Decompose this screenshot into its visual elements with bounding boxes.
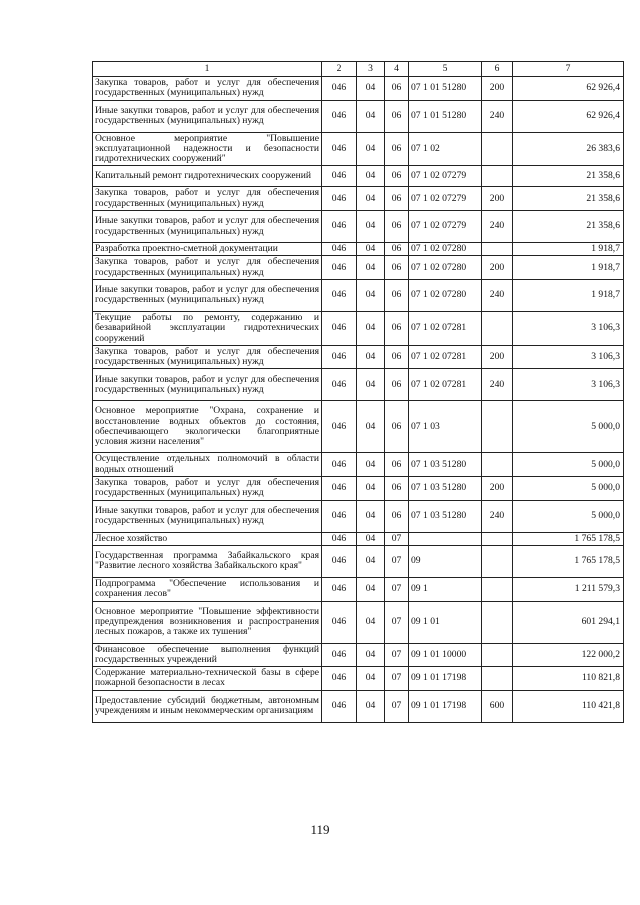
expense-type-code (482, 166, 513, 187)
row-description: Закупка товаров, работ и услуг для обеспечения государственных (муниципальных) нужд (93, 345, 322, 369)
table-row (93, 369, 624, 401)
amount: 3 106,3 (513, 369, 624, 401)
expense-type-code: 200 (482, 345, 513, 369)
table-row (93, 690, 624, 722)
row-description: Иные закупки товаров, работ и услуг для обеспечения государственных (муниципальных) нужд (93, 211, 322, 243)
section-code: 04 (357, 279, 385, 311)
subsection-code: 07 (385, 690, 409, 722)
subsection-code: 06 (385, 132, 409, 166)
table-row (93, 453, 624, 477)
ministry-code: 046 (322, 166, 357, 187)
expense-type-code: 240 (482, 211, 513, 243)
subsection-code: 06 (385, 243, 409, 256)
target-article-code: 09 1 01 17198 (409, 667, 482, 691)
table-row (93, 601, 624, 643)
amount: 110 821,8 (513, 667, 624, 691)
ministry-code: 046 (322, 500, 357, 532)
section-code: 04 (357, 166, 385, 187)
section-code: 04 (357, 311, 385, 345)
subsection-code: 06 (385, 477, 409, 501)
section-code: 04 (357, 243, 385, 256)
table-row (93, 545, 624, 577)
amount: 601 294,1 (513, 601, 624, 643)
target-article-code: 07 1 02 07279 (409, 211, 482, 243)
row-description: Капитальный ремонт гидротехнических сооружений (93, 166, 322, 187)
ministry-code: 046 (322, 369, 357, 401)
ministry-code: 046 (322, 311, 357, 345)
ministry-code: 046 (322, 279, 357, 311)
expense-type-code: 240 (482, 500, 513, 532)
section-code: 04 (357, 369, 385, 401)
subsection-code: 06 (385, 311, 409, 345)
table-header-row (93, 62, 624, 77)
row-description: Закупка товаров, работ и услуг для обеспечения государственных (муниципальных) нужд (93, 187, 322, 211)
target-article-code: 07 1 02 07280 (409, 256, 482, 280)
section-code: 04 (357, 643, 385, 667)
amount: 5 000,0 (513, 401, 624, 453)
amount: 5 000,0 (513, 453, 624, 477)
table-row (93, 77, 624, 101)
expense-type-code: 200 (482, 77, 513, 101)
section-code: 04 (357, 132, 385, 166)
target-article-code (409, 532, 482, 545)
section-code: 04 (357, 477, 385, 501)
ministry-code: 046 (322, 256, 357, 280)
expense-type-code (482, 132, 513, 166)
section-code: 04 (357, 577, 385, 601)
target-article-code: 09 1 01 10000 (409, 643, 482, 667)
table-row (93, 477, 624, 501)
amount: 5 000,0 (513, 477, 624, 501)
ministry-code: 046 (322, 690, 357, 722)
ministry-code: 046 (322, 643, 357, 667)
row-description: Лесное хозяйство (93, 532, 322, 545)
section-code: 04 (357, 401, 385, 453)
row-description: Разработка проектно-сметной документации (93, 243, 322, 256)
section-code: 04 (357, 211, 385, 243)
row-description: Осуществление отдельных полномочий в области водных отношений (93, 453, 322, 477)
target-article-code: 07 1 03 51280 (409, 477, 482, 501)
table-row (93, 187, 624, 211)
table-row (93, 500, 624, 532)
target-article-code: 09 1 01 17198 (409, 690, 482, 722)
target-article-code: 07 1 03 51280 (409, 453, 482, 477)
subsection-code: 06 (385, 187, 409, 211)
amount: 110 421,8 (513, 690, 624, 722)
row-description: Предоставление субсидий бюджетным, автономным учреждениям и иным некоммерческим организациям (93, 690, 322, 722)
amount: 1 918,7 (513, 279, 624, 311)
table-row (93, 345, 624, 369)
ministry-code: 046 (322, 545, 357, 577)
table-row (93, 401, 624, 453)
row-description: Закупка товаров, работ и услуг для обеспечения государственных (муниципальных) нужд (93, 477, 322, 501)
row-description: Финансовое обеспечение выполнения функций государственных учреждений (93, 643, 322, 667)
table-row (93, 211, 624, 243)
row-description: Иные закупки товаров, работ и услуг для обеспечения государственных (муниципальных) нужд (93, 279, 322, 311)
ministry-code: 046 (322, 345, 357, 369)
amount: 26 383,6 (513, 132, 624, 166)
subsection-code: 06 (385, 500, 409, 532)
expense-type-code (482, 601, 513, 643)
table-row (93, 311, 624, 345)
target-article-code: 07 1 02 (409, 132, 482, 166)
row-description: Иные закупки товаров, работ и услуг для обеспечения государственных (муниципальных) нужд (93, 369, 322, 401)
row-description: Содержание материально-технической базы в сфере пожарной безопасности в лесах (93, 667, 322, 691)
row-description: Государственная программа Забайкальского края "Развитие лесного хозяйства Забайкальского края" (93, 545, 322, 577)
subsection-code: 06 (385, 453, 409, 477)
row-description: Иные закупки товаров, работ и услуг для обеспечения государственных (муниципальных) нужд (93, 100, 322, 132)
amount: 1 211 579,3 (513, 577, 624, 601)
column-header: 5 (409, 62, 482, 77)
section-code: 04 (357, 77, 385, 101)
expense-type-code: 200 (482, 477, 513, 501)
target-article-code: 07 1 02 07279 (409, 187, 482, 211)
subsection-code: 06 (385, 401, 409, 453)
target-article-code: 07 1 02 07280 (409, 243, 482, 256)
table-row (93, 643, 624, 667)
column-header: 6 (482, 62, 513, 77)
amount: 62 926,4 (513, 77, 624, 101)
table-row (93, 577, 624, 601)
section-code: 04 (357, 545, 385, 577)
amount: 3 106,3 (513, 345, 624, 369)
subsection-code: 06 (385, 345, 409, 369)
table-row (93, 243, 624, 256)
section-code: 04 (357, 256, 385, 280)
subsection-code: 07 (385, 667, 409, 691)
amount: 1 918,7 (513, 243, 624, 256)
expense-type-code (482, 577, 513, 601)
ministry-code: 046 (322, 132, 357, 166)
row-description: Основное мероприятие "Повышение эффективности предупреждения возникновения и распространения лесных пожаров, а также их тушения" (93, 601, 322, 643)
expense-type-code: 240 (482, 279, 513, 311)
target-article-code: 09 1 01 (409, 601, 482, 643)
subsection-code: 06 (385, 369, 409, 401)
ministry-code: 046 (322, 77, 357, 101)
subsection-code: 06 (385, 279, 409, 311)
target-article-code: 07 1 02 07281 (409, 311, 482, 345)
expense-type-code (482, 667, 513, 691)
subsection-code: 06 (385, 77, 409, 101)
amount: 1 765 178,5 (513, 545, 624, 577)
ministry-code: 046 (322, 532, 357, 545)
column-header: 7 (513, 62, 624, 77)
row-description: Текущие работы по ремонту, содержанию и безаварийной эксплуатации гидротехнических сооружений (93, 311, 322, 345)
expense-type-code (482, 311, 513, 345)
subsection-code: 06 (385, 100, 409, 132)
row-description: Основное мероприятие "Охрана, сохранение и восстановление водных объектов до состояния, обеспечивающего экологически благоприятные условия жизни населения" (93, 401, 322, 453)
section-code: 04 (357, 667, 385, 691)
amount: 21 358,6 (513, 211, 624, 243)
section-code: 04 (357, 500, 385, 532)
page-number: 119 (310, 822, 330, 837)
expense-type-code (482, 532, 513, 545)
expense-type-code: 240 (482, 100, 513, 132)
subsection-code: 07 (385, 532, 409, 545)
amount: 122 000,2 (513, 643, 624, 667)
target-article-code: 07 1 01 51280 (409, 100, 482, 132)
row-description: Основное мероприятие "Повышение эксплуатационной надежности и безопасности гидротехнических сооружений" (93, 132, 322, 166)
subsection-code: 07 (385, 643, 409, 667)
amount: 1 765 178,5 (513, 532, 624, 545)
ministry-code: 046 (322, 187, 357, 211)
budget-table (92, 61, 624, 723)
ministry-code: 046 (322, 667, 357, 691)
section-code: 04 (357, 345, 385, 369)
subsection-code: 07 (385, 601, 409, 643)
target-article-code: 07 1 01 51280 (409, 77, 482, 101)
expense-type-code (482, 243, 513, 256)
column-header: 3 (357, 62, 385, 77)
subsection-code: 06 (385, 211, 409, 243)
table-row (93, 100, 624, 132)
ministry-code: 046 (322, 100, 357, 132)
table-row (93, 667, 624, 691)
expense-type-code (482, 453, 513, 477)
ministry-code: 046 (322, 601, 357, 643)
expense-type-code (482, 643, 513, 667)
section-code: 04 (357, 100, 385, 132)
subsection-code: 06 (385, 166, 409, 187)
expense-type-code: 240 (482, 369, 513, 401)
target-article-code: 07 1 02 07281 (409, 369, 482, 401)
amount: 5 000,0 (513, 500, 624, 532)
row-description: Иные закупки товаров, работ и услуг для обеспечения государственных (муниципальных) нужд (93, 500, 322, 532)
section-code: 04 (357, 601, 385, 643)
amount: 3 106,3 (513, 311, 624, 345)
ministry-code: 046 (322, 401, 357, 453)
target-article-code: 09 1 (409, 577, 482, 601)
table-row (93, 532, 624, 545)
table-row (93, 132, 624, 166)
expense-type-code (482, 401, 513, 453)
table-row (93, 279, 624, 311)
row-description: Закупка товаров, работ и услуг для обеспечения государственных (муниципальных) нужд (93, 256, 322, 280)
target-article-code: 07 1 03 51280 (409, 500, 482, 532)
table-row (93, 256, 624, 280)
target-article-code: 07 1 02 07281 (409, 345, 482, 369)
amount: 1 918,7 (513, 256, 624, 280)
target-article-code: 07 1 02 07279 (409, 166, 482, 187)
expense-type-code: 600 (482, 690, 513, 722)
row-description: Закупка товаров, работ и услуг для обеспечения государственных (муниципальных) нужд (93, 77, 322, 101)
section-code: 04 (357, 187, 385, 211)
amount: 21 358,6 (513, 187, 624, 211)
subsection-code: 07 (385, 545, 409, 577)
column-header: 1 (93, 62, 322, 77)
subsection-code: 06 (385, 256, 409, 280)
expense-type-code: 200 (482, 256, 513, 280)
section-code: 04 (357, 532, 385, 545)
expense-type-code (482, 545, 513, 577)
section-code: 04 (357, 690, 385, 722)
column-header: 4 (385, 62, 409, 77)
ministry-code: 046 (322, 477, 357, 501)
subsection-code: 07 (385, 577, 409, 601)
ministry-code: 046 (322, 453, 357, 477)
amount: 21 358,6 (513, 166, 624, 187)
ministry-code: 046 (322, 577, 357, 601)
ministry-code: 046 (322, 211, 357, 243)
amount: 62 926,4 (513, 100, 624, 132)
table-row (93, 166, 624, 187)
target-article-code: 07 1 02 07280 (409, 279, 482, 311)
section-code: 04 (357, 453, 385, 477)
target-article-code: 09 (409, 545, 482, 577)
column-header: 2 (322, 62, 357, 77)
target-article-code: 07 1 03 (409, 401, 482, 453)
expense-type-code: 200 (482, 187, 513, 211)
ministry-code: 046 (322, 243, 357, 256)
row-description: Подпрограмма "Обеспечение использования и сохранения лесов" (93, 577, 322, 601)
